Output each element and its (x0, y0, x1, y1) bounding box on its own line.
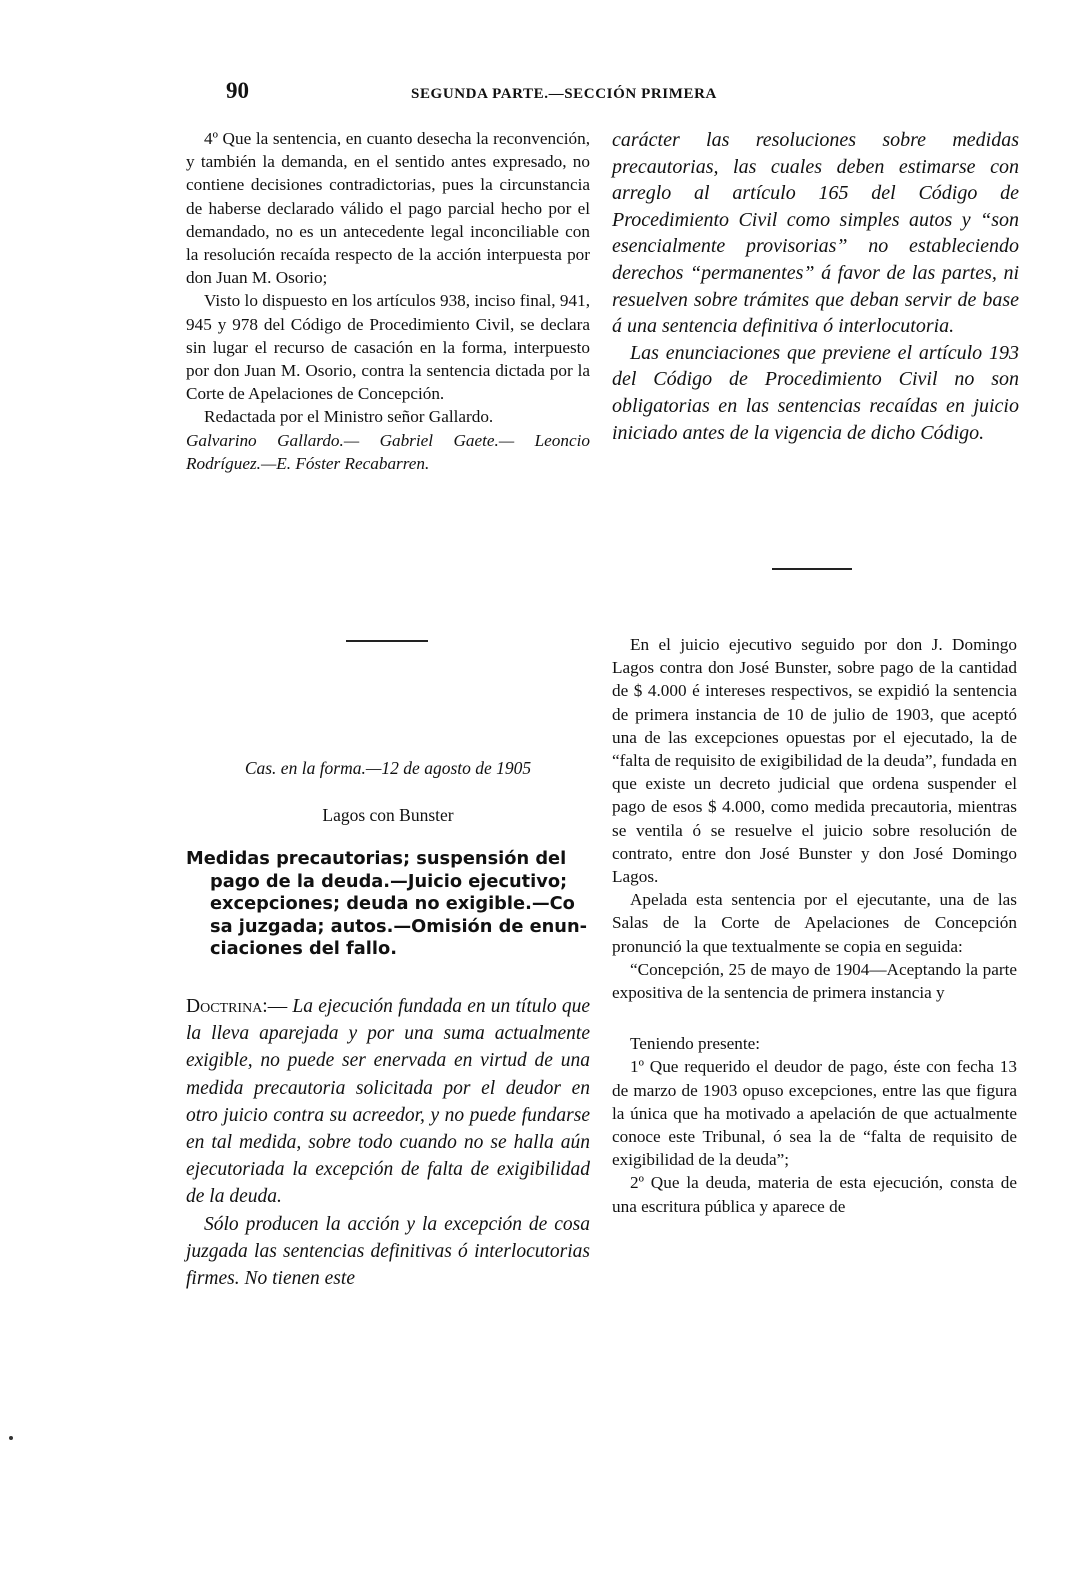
considerando: 1º Que requerido el deudor de pago, éste con fecha 13 de marzo de 1903 opuso excepciones, entre las que figura la única que ha motivado a apelación de que actualmente conoce este Tribunal, ó sea la de “falta de requisito de exigibilidad de la deuda”; (612, 1057, 1017, 1170)
summary-line: pago de la deuda.—Juicio ejecutivo; (210, 870, 568, 892)
summary-line: sa juzgada; autos.—Omisión de enun- (210, 915, 588, 937)
signatures: Galvarino Gallardo.— Gabriel Gaete.— Leoncio Rodríguez.—E. Fóster Recabarren. (186, 430, 590, 473)
summary-line: excepciones; deuda no exigible.—Co (210, 893, 575, 915)
case-date: Cas. en la forma.—12 de agosto de 1905 (244, 758, 532, 778)
summary-line: ciaciones del fallo. (210, 938, 397, 960)
right-column-bottom (612, 633, 1017, 1218)
doctrine (186, 993, 590, 1292)
right-column-top (612, 127, 1019, 446)
summary-line: Medidas precautorias; suspensión del (186, 848, 567, 869)
running-head: SEGUNDA PARTE.—SECCIÓN PRIMERA (411, 86, 717, 102)
doctrine-label: Doctrina:— (186, 995, 288, 1017)
doctrine-text: La ejecución fundada en un título que la lleva aparejada y por una suma actualmente exigible, no puede ser enervada en virtud de una medida precautoria solicitada por el deudor en otro juicio contra su acreedor, y no puede fundarse en tal medida, sobre todo cuando no se halla aún ejecutoriada la excepción de falta de exigibilidad de la deuda. (186, 995, 590, 1208)
paragraph: Visto lo dispuesto en los artículos 938, inciso final, 941, 945 y 978 del Código de Procedimiento Civil, se declara sin lugar el recurso de casación en la forma, interpuesto por don Juan M. Osorio, contra la sentencia dictada por la Corte de Apelaciones de Concepción. (186, 291, 590, 404)
case-parties: Lagos con Bunster (322, 805, 454, 825)
case-summary (186, 848, 590, 961)
paragraph: En el juicio ejecutivo seguido por don J. Domingo Lagos contra don José Bunster, sobre pago de la cantidad de $ 4.000 é intereses respectivos, se expidió la sentencia de primera instancia de 10 de julio de 1903, que aceptó una de las excepciones opuestas por el ejecutado, la de “falta de requisito de exigibilidad de la deuda”, fundada en que existe un decreto judicial que ordena suspender el pago de esos $ 4.000, como medida precautoria, mientras se ventila ó se resuelve el juicio sobre resolución de contrato, entre don José Bunster y don José Domingo Lagos. (612, 635, 1017, 887)
doctrine-paragraph (186, 993, 590, 1211)
divider (772, 568, 852, 570)
left-column-top (186, 127, 590, 475)
paragraph: Redactada por el Ministro señor Gallardo. (204, 407, 494, 427)
doctrine-paragraph: Sólo producen la acción y la excepción de cosa juzgada las sentencias definitivas ó interlocutorias firmes. No tienen este (186, 1213, 590, 1289)
considering-heading: Teniendo presente: (630, 1034, 761, 1054)
paragraph: carácter las resoluciones sobre medidas precautorias, las cuales deben estimarse con arreglo al artículo 165 del Código de Procedimiento Civil como simples autos y “son esencialmente provisorias” no estableciendo derechos “permanentes” á favor de las partes, ni resuelven sobre trámites que deban servir de base á una sentencia definitiva ó interlocutoria. (612, 129, 1019, 338)
paragraph: Apelada esta sentencia por el ejecutante, una de las Salas de la Corte de Apelaciones de Concepción pronunció la que textualmente se copia en seguida: (612, 890, 1017, 956)
paragraph: 4º Que la sentencia, en cuanto desecha la reconvención, y también la demanda, en el sentido antes expresado, no contiene decisiones contradictorias, pues la circunstancia de haberse declarado válido el pago parcial hecho por el demandado, no es un antecedente legal inconciliable con la resolución recaída respecto de la acción interpuesta por don Juan M. Osorio; (186, 129, 590, 288)
case-header (186, 758, 590, 1292)
paragraph: “Concepción, 25 de mayo de 1904—Aceptando la parte expositiva de la sentencia de primera instancia y (612, 959, 1017, 1003)
considerando: 2º Que la deuda, materia de esta ejecución, consta de una escritura pública y aparece de (612, 1173, 1017, 1216)
page-number: 90 (226, 78, 249, 103)
divider (346, 640, 428, 642)
speck-mark (9, 1436, 13, 1440)
paragraph: Las enunciaciones que previene el artículo 193 del Código de Procedimiento Civil no son obligatorias en las sentencias recaídas en juicio iniciado antes de la vigencia de dicho Código. (612, 341, 1019, 444)
